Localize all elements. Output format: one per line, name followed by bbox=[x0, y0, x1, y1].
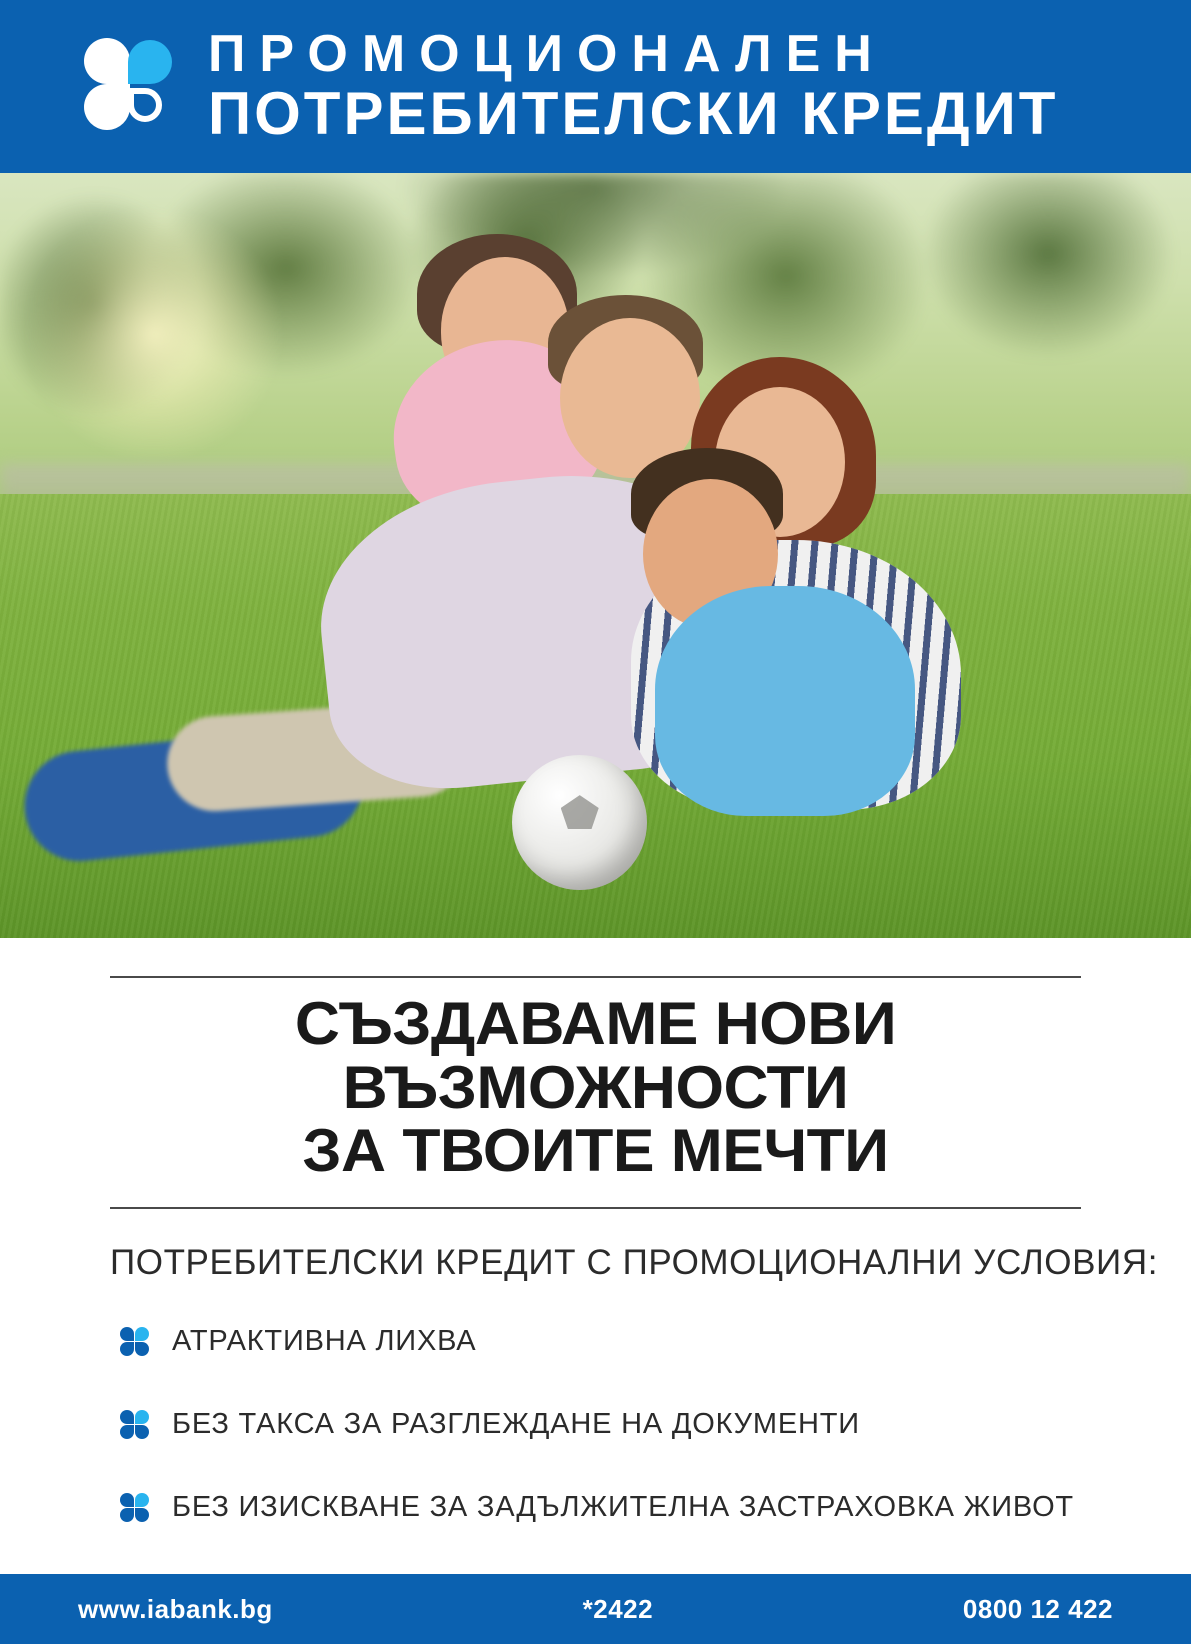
page-title bbox=[91, 978, 1101, 1191]
ia-bank-bullet-icon bbox=[120, 1493, 150, 1523]
list-item bbox=[120, 1325, 1081, 1358]
ia-bank-bullet-icon bbox=[120, 1410, 150, 1440]
headline-line-2: ЗА ТВОИТЕ МЕЧТИ bbox=[302, 1117, 889, 1185]
list-item-label: АТРАКТИВНА ЛИХВА bbox=[172, 1325, 477, 1358]
headline-line-1: СЪЗДАВАМЕ НОВИ ВЪЗМОЖНОСТИ bbox=[294, 990, 897, 1121]
list-item bbox=[120, 1408, 1081, 1441]
list-item bbox=[120, 1491, 1081, 1524]
footer-website-link[interactable]: www.iabank.bg bbox=[78, 1593, 273, 1624]
hero-family-photo bbox=[0, 173, 1191, 938]
poster-footer bbox=[0, 1574, 1191, 1644]
header-titles bbox=[208, 24, 1059, 147]
photo-soccer-ball bbox=[512, 755, 647, 890]
subheadline: ПОТРЕБИТЕЛСКИ КРЕДИТ С ПРОМОЦИОНАЛНИ УСЛОВИЯ: bbox=[110, 1243, 1159, 1283]
header-title-line-2: ПОТРЕБИТЕЛСКИ КРЕДИТ bbox=[208, 79, 1059, 147]
photo-boy-shirt bbox=[655, 586, 915, 816]
footer-phone-number[interactable]: 0800 12 422 bbox=[962, 1593, 1113, 1624]
list-item-label: БЕЗ ТАКСА ЗА РАЗГЛЕЖДАНЕ НА ДОКУМЕНТИ bbox=[172, 1408, 860, 1441]
photo-family-group bbox=[0, 173, 1191, 938]
poster-body bbox=[0, 938, 1191, 1574]
ia-bank-logo-icon bbox=[78, 36, 174, 132]
ia-bank-bullet-icon bbox=[120, 1327, 150, 1357]
list-item-label: БЕЗ ИЗИСКВАНЕ ЗА ЗАДЪЛЖИТЕЛНА ЗАСТРАХОВКА ЖИВОТ bbox=[172, 1491, 1074, 1524]
footer-short-number[interactable]: *2422 bbox=[582, 1593, 654, 1624]
poster-header bbox=[0, 0, 1191, 173]
benefits-list bbox=[110, 1325, 1081, 1524]
divider-bottom bbox=[110, 1207, 1081, 1209]
header-title-line-1: ПРОМОЦИОНАЛЕН bbox=[208, 24, 886, 83]
